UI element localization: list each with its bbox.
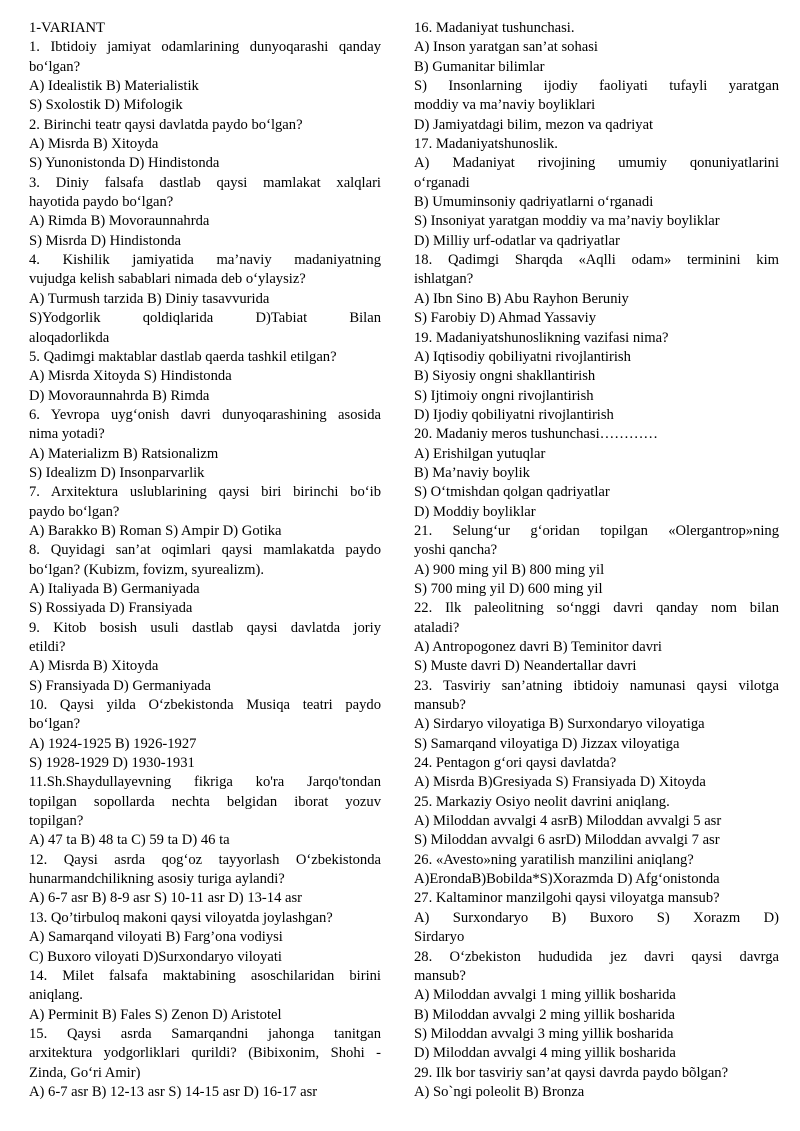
text-line: 23. Tasviriy san’atning ibtidoiy namunasi qaysi vilotga — [414, 677, 779, 694]
text-line: moddiy va ma’naviy boyliklari — [414, 97, 596, 114]
text-line: vujudga kelish sabablari nimada deb o‘ylaysiz? — [29, 271, 306, 288]
text-line: yoshi qancha? — [414, 542, 498, 559]
text-line: 22. Ilk paleolitning so‘nggi davri qanday nom bilan — [414, 600, 779, 617]
text-line: A)ErondaB)Bobilda*S)Xorazmda D) Afg‘onistonda — [414, 871, 720, 888]
text-line: S) Rossiyada D) Fransiyada — [29, 600, 193, 617]
text-line: 13. Qo’tirbuloq makoni qaysi viloyatda joylashgan? — [29, 909, 333, 926]
text-line: bo‘lgan? (Kubizm, fovizm, syurealizm). — [29, 561, 265, 578]
text-line: A) Surxondaryo B) Buxoro S) Xorazm D) — [414, 909, 779, 926]
text-line: A) Samarqand viloyati B) Farg’ona vodiysi — [29, 929, 283, 946]
text-line: A) Madaniyat rivojining umumiy qonuniyatlarini — [414, 155, 779, 172]
text-line: S) Fransiyada D) Germaniyada — [29, 677, 211, 694]
text-line: S) Ijtimoiy ongni rivojlantirish — [414, 387, 594, 404]
text-line: A) Misrda B) Xitoyda — [29, 136, 159, 153]
text-line: D) Milliy urf-odatlar va qadriyatlar — [414, 232, 620, 249]
text-line: 16. Madaniyat tushunchasi. — [414, 20, 575, 36]
text-line: B) Siyosiy ongni shakllantirish — [414, 368, 596, 385]
text-line: A) Italiyada B) Germaniyada — [29, 580, 200, 597]
text-line: A) Miloddan avvalgi 4 asrB) Miloddan avvalgi 5 asr — [414, 813, 722, 830]
text-line: ishlatgan? — [414, 271, 474, 288]
text-line: A) 47 ta B) 48 ta C) 59 ta D) 46 ta — [29, 832, 230, 849]
text-line: B) Ma’naviy boylik — [414, 464, 530, 481]
text-line: S) Insonlarning ijodiy faoliyati tufayli yaratgan — [414, 78, 779, 95]
text-line: Sirdaryo — [414, 929, 465, 946]
text-line: 14. Milet falsafa maktabining asoschilaridan birini — [29, 967, 381, 984]
text-line: S) Farobiy D) Ahmad Yassaviy — [414, 310, 597, 327]
text-line: Zinda, Go‘ri Amir) — [29, 1064, 141, 1081]
text-line: A) Ibn Sino B) Abu Rayhon Beruniy — [414, 290, 629, 307]
text-line: A) So`ngi poleolit B) Bronza — [414, 1083, 585, 1100]
text-line: 9. Kitob bosish usuli dastlab qaysi davlatda joriy — [29, 619, 381, 636]
text-line: hunarmandchilikning asosiy turiga aylandi? — [29, 871, 285, 888]
text-line: 1. Ibtidoiy jamiyat odamlarining dunyoqarashi qanday — [29, 39, 381, 56]
text-line: arxitektura yodgorliklari qurildi? (Bibixonim, Shohi - — [29, 1045, 381, 1062]
text-line: B) Miloddan avvalgi 2 ming yillik bosharida — [414, 1006, 676, 1023]
text-line: 21. Selung‘ur g‘oridan topilgan «Olergantrop»ning — [414, 522, 779, 539]
text-line: 15. Qaysi asrda Samarqandni jahonga tanitgan — [29, 1025, 381, 1042]
text-line: D) Ijodiy qobiliyatni rivojlantirish — [414, 406, 614, 423]
text-line: 5. Qadimgi maktablar dastlab qaerda tashkil etilgan? — [29, 348, 337, 365]
text-line: A) Iqtisodiy qobiliyatni rivojlantirish — [414, 348, 631, 365]
text-line: bo‘lgan? — [29, 716, 81, 733]
text-line: A) Misrda Xitoyda S) Hindistonda — [29, 368, 232, 385]
text-line: S) O‘tmishdan qolgan qadriyatlar — [414, 484, 610, 501]
text-line: S) Miloddan avvalgi 6 asrD) Miloddan avvalgi 7 asr — [414, 832, 720, 849]
text-line: paydo bo‘lgan? — [29, 503, 120, 520]
text-line: 29. Ilk bor tasviriy san’at qaysi davrda paydo bõlgan? — [414, 1064, 729, 1081]
text-line: A) Erishilgan yutuqlar — [414, 445, 546, 462]
text-line: 25. Markaziy Osiyo neolit davrini aniqlang. — [414, 793, 670, 810]
text-line: S) Misrda D) Hindistonda — [29, 232, 182, 249]
text-line: A) Inson yaratgan san’at sohasi — [414, 39, 598, 56]
right-column — [414, 19, 779, 1102]
text-line: A) 1924-1925 B) 1926-1927 — [29, 735, 197, 752]
text-line: A) 6-7 asr B) 8-9 asr S) 10-11 asr D) 13-14 asr — [29, 890, 303, 907]
text-line: A) Miloddan avvalgi 1 ming yillik bosharida — [414, 987, 676, 1004]
text-line: S)Yodgorlik qoldiqlarida D)Tabiat Bilan — [29, 310, 381, 327]
text-line: ataladi? — [414, 619, 460, 636]
text-line: 8. Quyidagi san’at oqimlari qaysi mamlakatda paydo — [29, 542, 381, 559]
text-line: A) Rimda B) Movoraunnahrda — [29, 213, 210, 230]
text-line: S) Muste davri D) Neandertallar davri — [414, 658, 637, 675]
text-line: 18. Qadimgi Sharqda «Aqlli odam» terminini kim — [414, 252, 779, 269]
text-line: 7. Arxitektura uslublarining qaysi biri birinchi bo‘ib — [29, 484, 381, 501]
text-line: 2. Birinchi teatr qaysi davlatda paydo bo‘lgan? — [29, 116, 303, 133]
text-line: hayotida paydo bo‘lgan? — [29, 194, 174, 211]
text-line: etildi? — [29, 639, 66, 655]
text-line: D) Jamiyatdagi bilim, mezon va qadriyat — [414, 116, 654, 133]
text-line: 19. Madaniyatshunoslikning vazifasi nima? — [414, 329, 669, 346]
text-line: A) 6-7 asr B) 12-13 asr S) 14-15 asr D) 16-17 asr — [29, 1083, 318, 1100]
text-line: A) Misrda B) Xitoyda — [29, 658, 159, 675]
text-line: S) 1928-1929 D) 1930-1931 — [29, 755, 195, 772]
text-line: aloqadorlikda — [29, 329, 110, 346]
text-line: S) Insoniyat yaratgan moddiy va ma’naviy boyliklar — [414, 213, 720, 230]
text-line: nima yotadi? — [29, 426, 105, 443]
text-line: 26. «Avesto»ning yaratilish manzilini aniqlang? — [414, 851, 694, 868]
text-line: bo‘lgan? — [29, 58, 81, 75]
text-line: A) Antropogonez davri B) Teminitor davri — [414, 639, 662, 655]
text-line: topilgan sopollarda nechta belgidan iborat yozuv — [29, 793, 381, 810]
text-line: 11.Sh.Shaydullayevning fikriga ko'ra Jarqo'tondan — [29, 774, 381, 791]
text-line: mansub? — [414, 697, 466, 714]
text-line: A) Idealistik B) Materialistik — [29, 78, 199, 95]
text-line: D) Miloddan avvalgi 4 ming yillik bosharida — [414, 1045, 676, 1062]
text-line: S) Idealizm D) Insonparvarlik — [29, 464, 205, 481]
text-line: A) Perminit B) Fales S) Zenon D) Aristotel — [29, 1006, 282, 1023]
text-line: 20. Madaniy meros tushunchasi………… — [414, 426, 659, 443]
text-line: 4. Kishilik jamiyatida ma’naviy madaniyatning — [29, 252, 381, 269]
text-line: A) Sirdaryo viloyatiga B) Surxondaryo viloyatiga — [414, 716, 705, 733]
text-line: aniqlang. — [29, 987, 83, 1004]
text-line: 17. Madaniyatshunoslik. — [414, 136, 558, 153]
text-line: 12. Qaysi asrda qog‘oz tayyorlash O‘zbekistonda — [29, 851, 381, 868]
text-line: A) Materializm B) Ratsionalizm — [29, 445, 219, 462]
text-line: S) Miloddan avvalgi 3 ming yillik bosharida — [414, 1025, 674, 1042]
variant-heading: 1-VARIANT — [29, 20, 105, 36]
text-line: B) Gumanitar bilimlar — [414, 58, 545, 75]
text-line: 27. Kaltaminor manzilgohi qaysi viloyatga mansub? — [414, 890, 720, 907]
text-line: A) 900 ming yil B) 800 ming yil — [414, 561, 605, 578]
text-line: A) Turmush tarzida B) Diniy tasavvurida — [29, 290, 270, 307]
text-line: 28. O‘zbekiston hududida jez davri qaysi davrga — [414, 948, 779, 965]
text-line: S) Samarqand viloyatiga D) Jizzax viloyatiga — [414, 735, 680, 752]
text-line: S) Yunonistonda D) Hindistonda — [29, 155, 220, 172]
text-line: C) Buxoro viloyati D)Surxondaryo viloyati — [29, 948, 282, 965]
text-line: 24. Pentagon g‘ori qaysi davlatda? — [414, 755, 617, 772]
text-line: 6. Yevropa uyg‘onish davri dunyoqarashining asosida — [29, 406, 381, 423]
left-column — [29, 19, 381, 1102]
text-line: B) Umuminsoniy qadriyatlarni o‘rganadi — [414, 194, 654, 211]
text-line: mansub? — [414, 967, 466, 984]
text-line: 3. Diniy falsafa dastlab qaysi mamlakat xalqlari — [29, 174, 381, 191]
text-line: A) Misrda B)Gresiyada S) Fransiyada D) Xitoyda — [414, 774, 706, 791]
text-line: topilgan? — [29, 813, 84, 830]
text-line: 10. Qaysi yilda O‘zbekistonda Musiqa teatri paydo — [29, 697, 381, 714]
text-line: D) Movoraunnahrda B) Rimda — [29, 387, 210, 404]
text-line: A) Barakko B) Roman S) Ampir D) Gotika — [29, 522, 282, 539]
text-line: S) 700 ming yil D) 600 ming yil — [414, 580, 603, 597]
text-line: o‘rganadi — [414, 174, 470, 191]
text-line: S) Sxolostik D) Mifologik — [29, 97, 183, 114]
text-line: D) Moddiy boyliklar — [414, 503, 536, 520]
